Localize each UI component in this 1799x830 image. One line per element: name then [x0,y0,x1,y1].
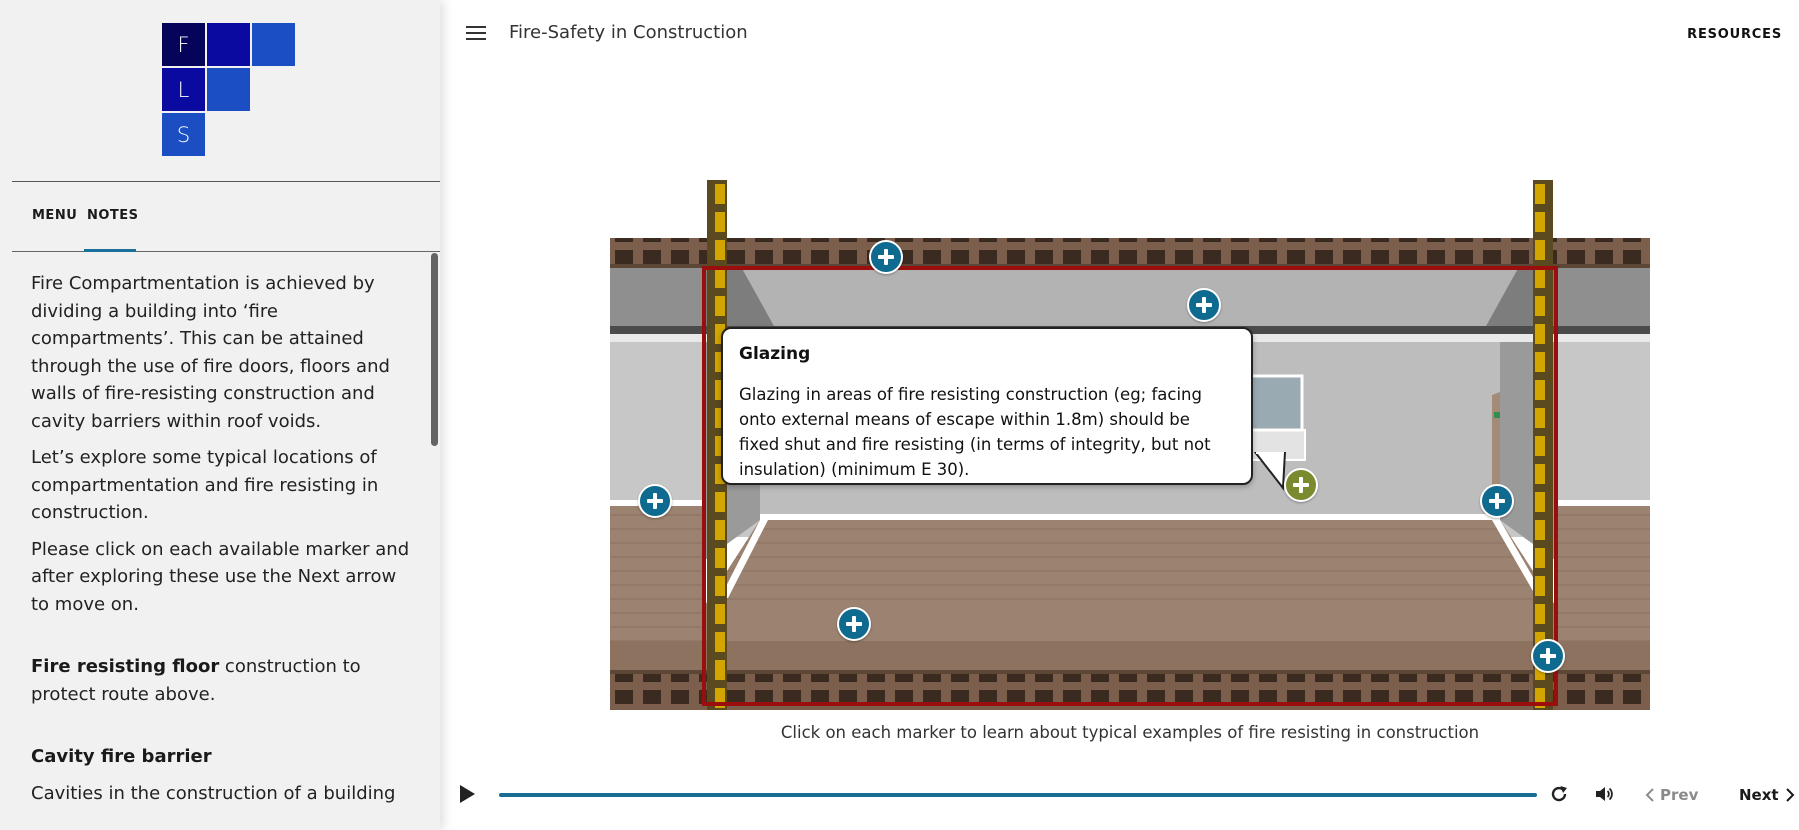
tab-menu[interactable]: MENU [32,208,78,223]
logo-block [207,68,250,111]
sidebar [0,0,440,830]
hotspot-marker[interactable] [638,484,672,518]
logo-letter-f: F [162,23,205,66]
volume-button[interactable] [1593,783,1615,805]
chevron-left-icon [1645,787,1655,803]
play-icon [458,784,476,804]
logo-block [252,23,295,66]
hotspot-marker[interactable] [1531,639,1565,673]
divider [12,181,440,182]
notes-paragraph: Fire Compartmentation is achieved by dividing a building into ‘fire compartments’. This can be attained through the use of fire doors, floors and walls of fire-resisting construction and cavity barriers within roof voids. [31,273,390,432]
hotspot-marker[interactable] [837,607,871,641]
resources-link[interactable]: RESOURCES [1687,27,1782,42]
logo-letter-s: S [162,113,205,156]
volume-icon [1593,783,1615,805]
hotspot-marker[interactable] [1187,288,1221,322]
course-title: Fire-Safety in Construction [509,22,748,43]
divider [12,251,440,252]
notes-item-title [31,743,416,771]
notes-item [31,653,416,708]
sidebar-scrollbar[interactable] [429,251,440,830]
notes-paragraph: Please click on each available marker and after exploring these use the Next arrow to move on. [31,538,410,615]
notes-paragraph: Let’s explore some typical locations of compartmentation and fire resisting in construction. [31,447,379,523]
scrollbar-thumb[interactable] [431,253,438,446]
hotspot-marker-glazing-active[interactable] [1284,468,1318,502]
notes-item-heading: Cavity fire barrier [31,746,212,767]
notes-item-title: Fire resisting floor [31,656,220,677]
notes-item-text: Cavities in the construction of a building [31,782,396,804]
prev-label: Prev [1660,786,1699,804]
next-button[interactable] [1739,782,1795,808]
popup-body: Glazing in areas of fire resisting construction (eg; facing onto external means of escape within 1.8m) should be fixed shut and fire resisting (in terms of integrity, but not insulation) (minimum E 30). [739,385,1211,479]
info-popup [721,327,1253,485]
tab-notes[interactable]: NOTES [87,208,139,223]
logo-block [207,23,250,66]
popup-title: Glazing [739,344,811,364]
hotspot-marker[interactable] [869,240,903,274]
notes-panel [31,270,416,816]
replay-button[interactable] [1548,783,1570,805]
fls-logo [162,23,297,158]
active-tab-indicator [84,249,136,252]
play-button[interactable] [458,784,476,804]
hotspot-marker[interactable] [1480,484,1514,518]
next-label: Next [1739,786,1779,804]
logo-letter-l: L [162,68,205,111]
chevron-right-icon [1785,787,1795,803]
notes-item-text: construction to protect route above. [31,656,361,705]
hamburger-menu-icon[interactable] [466,25,486,41]
prev-button[interactable] [1645,782,1698,808]
scene-caption: Click on each marker to learn about typical examples of fire resisting in construction [780,723,1480,742]
progress-bar[interactable] [499,793,1537,797]
replay-icon [1548,783,1570,805]
